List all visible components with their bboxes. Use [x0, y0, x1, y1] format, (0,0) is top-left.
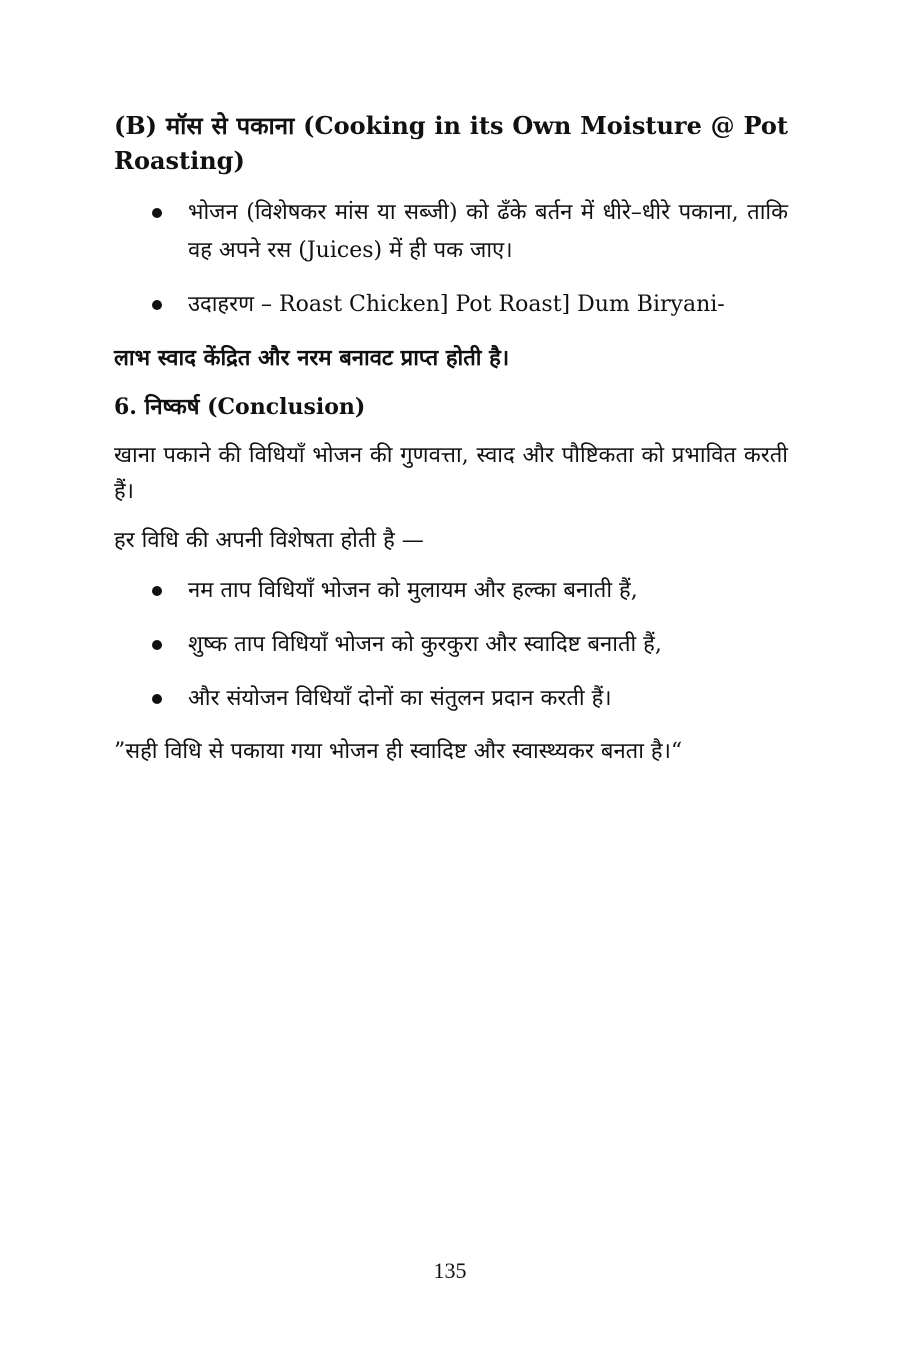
bullet-icon — [152, 208, 162, 218]
bullet-text: और संयोजन विधियाँ दोनों का संतुलन प्रदान करती हैं। — [188, 686, 612, 711]
bullet-text: नम ताप विधियाँ भोजन को मुलायम और हल्का बनाती हैं, — [188, 578, 638, 603]
page-content — [114, 108, 788, 770]
list-item — [114, 194, 788, 270]
bullet-icon — [152, 586, 162, 596]
closing-quote: ”सही विधि से पकाया गया भोजन ही स्वादिष्ट और स्वास्थ्यकर बनता है।“ — [114, 739, 683, 764]
bullet-text: उदाहरण – Roast Chicken] Pot Roast] Dum Biryani- — [188, 292, 725, 317]
bullet-icon — [152, 640, 162, 650]
bullet-icon — [152, 694, 162, 704]
page-number: 135 — [433, 1258, 467, 1283]
conclusion-paragraph: खाना पकाने की विधियाँ भोजन की गुणवत्ता, स्वाद और पौष्टिकता को प्रभावित करती हैं। — [114, 443, 788, 504]
section-b-bullet-list — [114, 194, 788, 324]
conclusion-heading: 6. निष्कर्ष (Conclusion) — [114, 394, 366, 420]
bullet-icon — [152, 300, 162, 310]
list-item — [114, 286, 788, 324]
section-b-heading: (B) मॉस से पकाना (Cooking in its Own Moisture @ Pot Roasting) — [114, 111, 788, 175]
benefit-statement: लाभ स्वाद केंद्रित और नरम बनावट प्राप्त होती है। — [114, 345, 510, 371]
bullet-text: शुष्क ताप विधियाँ भोजन को कुरकुरा और स्वादिष्ट बनाती हैं, — [188, 632, 662, 657]
list-item — [114, 626, 788, 664]
conclusion-intro: हर विधि की अपनी विशेषता होती है — — [114, 528, 424, 553]
list-item — [114, 680, 788, 718]
list-item — [114, 572, 788, 610]
bullet-text: भोजन (विशेषकर मांस या सब्जी) को ढँके बर्तन में धीरे–धीरे पकाना, ताकि वह अपने रस (Juices) में ही पक जाए। — [188, 200, 788, 263]
conclusion-bullet-list — [114, 572, 788, 718]
